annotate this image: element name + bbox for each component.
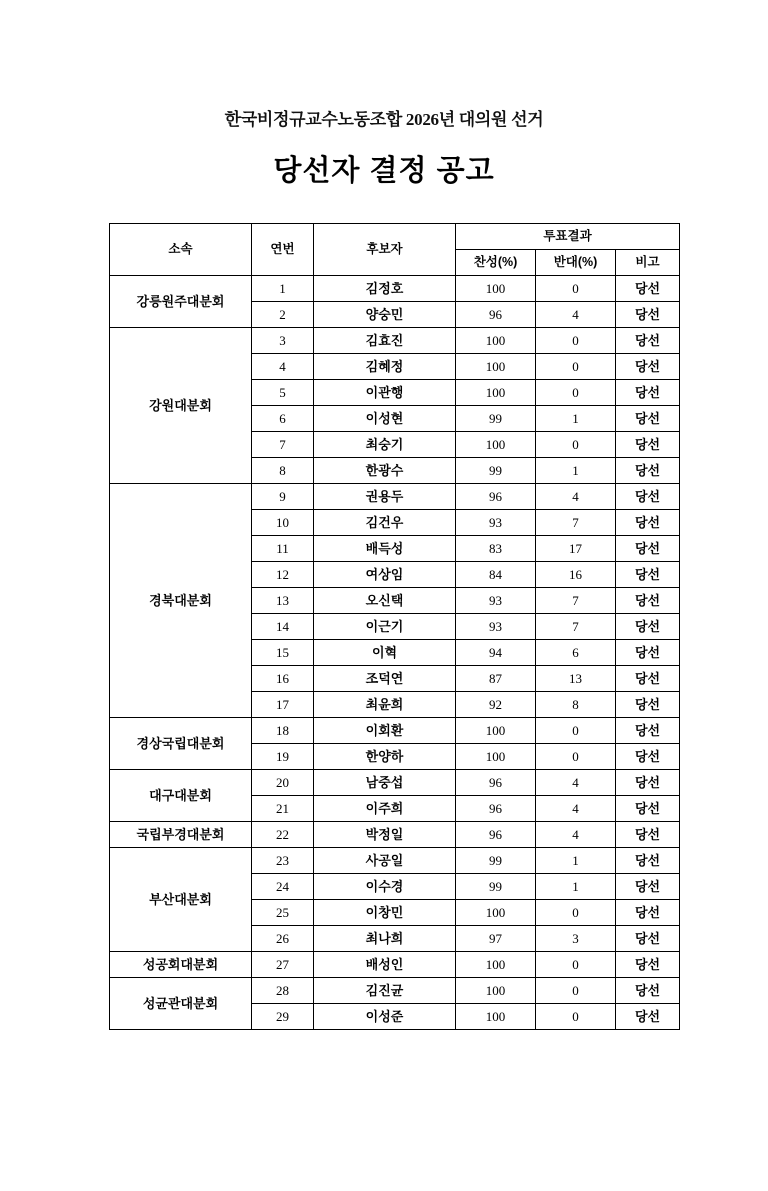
cell-candidate: 권용두 bbox=[314, 484, 456, 510]
cell-yes-percent: 99 bbox=[456, 406, 536, 432]
table-row bbox=[110, 978, 680, 1004]
table-row bbox=[110, 276, 680, 302]
cell-against-percent: 1 bbox=[536, 458, 616, 484]
cell-note: 당선 bbox=[616, 328, 680, 354]
column-header-org: 소속 bbox=[110, 224, 252, 276]
cell-note: 당선 bbox=[616, 822, 680, 848]
cell-no: 12 bbox=[252, 562, 314, 588]
cell-against-percent: 0 bbox=[536, 380, 616, 406]
cell-against-percent: 0 bbox=[536, 328, 616, 354]
cell-against-percent: 0 bbox=[536, 744, 616, 770]
cell-against-percent: 17 bbox=[536, 536, 616, 562]
cell-against-percent: 13 bbox=[536, 666, 616, 692]
cell-against-percent: 7 bbox=[536, 614, 616, 640]
cell-note: 당선 bbox=[616, 1004, 680, 1030]
cell-yes-percent: 96 bbox=[456, 302, 536, 328]
cell-no: 1 bbox=[252, 276, 314, 302]
cell-yes-percent: 100 bbox=[456, 380, 536, 406]
table-row bbox=[110, 952, 680, 978]
cell-note: 당선 bbox=[616, 484, 680, 510]
cell-against-percent: 3 bbox=[536, 926, 616, 952]
cell-note: 당선 bbox=[616, 744, 680, 770]
cell-no: 15 bbox=[252, 640, 314, 666]
cell-yes-percent: 100 bbox=[456, 952, 536, 978]
cell-candidate: 이혁 bbox=[314, 640, 456, 666]
cell-yes-percent: 96 bbox=[456, 822, 536, 848]
cell-candidate: 오신택 bbox=[314, 588, 456, 614]
table-row bbox=[110, 770, 680, 796]
cell-against-percent: 1 bbox=[536, 874, 616, 900]
cell-note: 당선 bbox=[616, 978, 680, 1004]
cell-note: 당선 bbox=[616, 380, 680, 406]
cell-candidate: 이관행 bbox=[314, 380, 456, 406]
cell-note: 당선 bbox=[616, 510, 680, 536]
cell-no: 11 bbox=[252, 536, 314, 562]
cell-yes-percent: 94 bbox=[456, 640, 536, 666]
cell-note: 당선 bbox=[616, 562, 680, 588]
cell-org: 부산대분회 bbox=[110, 848, 252, 952]
table-header bbox=[110, 224, 680, 276]
cell-no: 13 bbox=[252, 588, 314, 614]
cell-candidate: 남중섭 bbox=[314, 770, 456, 796]
cell-note: 당선 bbox=[616, 458, 680, 484]
cell-no: 10 bbox=[252, 510, 314, 536]
cell-note: 당선 bbox=[616, 588, 680, 614]
cell-against-percent: 0 bbox=[536, 978, 616, 1004]
cell-no: 29 bbox=[252, 1004, 314, 1030]
cell-note: 당선 bbox=[616, 692, 680, 718]
cell-yes-percent: 87 bbox=[456, 666, 536, 692]
cell-no: 24 bbox=[252, 874, 314, 900]
cell-yes-percent: 100 bbox=[456, 978, 536, 1004]
cell-org: 강릉원주대분회 bbox=[110, 276, 252, 328]
cell-no: 14 bbox=[252, 614, 314, 640]
cell-yes-percent: 100 bbox=[456, 900, 536, 926]
cell-no: 20 bbox=[252, 770, 314, 796]
cell-yes-percent: 97 bbox=[456, 926, 536, 952]
cell-org: 경상국립대분회 bbox=[110, 718, 252, 770]
cell-no: 3 bbox=[252, 328, 314, 354]
cell-note: 당선 bbox=[616, 796, 680, 822]
column-header-vote-result: 투표결과 bbox=[456, 224, 680, 250]
cell-note: 당선 bbox=[616, 666, 680, 692]
cell-note: 당선 bbox=[616, 900, 680, 926]
cell-yes-percent: 99 bbox=[456, 848, 536, 874]
cell-yes-percent: 99 bbox=[456, 458, 536, 484]
cell-org: 경북대분회 bbox=[110, 484, 252, 718]
cell-candidate: 최윤희 bbox=[314, 692, 456, 718]
cell-candidate: 한양하 bbox=[314, 744, 456, 770]
table-row bbox=[110, 328, 680, 354]
cell-against-percent: 0 bbox=[536, 900, 616, 926]
cell-no: 7 bbox=[252, 432, 314, 458]
cell-against-percent: 4 bbox=[536, 770, 616, 796]
cell-no: 6 bbox=[252, 406, 314, 432]
cell-note: 당선 bbox=[616, 952, 680, 978]
cell-yes-percent: 100 bbox=[456, 328, 536, 354]
cell-note: 당선 bbox=[616, 848, 680, 874]
cell-no: 18 bbox=[252, 718, 314, 744]
table-row bbox=[110, 848, 680, 874]
cell-yes-percent: 100 bbox=[456, 432, 536, 458]
cell-no: 4 bbox=[252, 354, 314, 380]
cell-note: 당선 bbox=[616, 614, 680, 640]
cell-yes-percent: 96 bbox=[456, 770, 536, 796]
cell-yes-percent: 92 bbox=[456, 692, 536, 718]
cell-yes-percent: 100 bbox=[456, 744, 536, 770]
cell-note: 당선 bbox=[616, 926, 680, 952]
cell-yes-percent: 96 bbox=[456, 796, 536, 822]
cell-candidate: 한광수 bbox=[314, 458, 456, 484]
cell-candidate: 이근기 bbox=[314, 614, 456, 640]
cell-against-percent: 1 bbox=[536, 848, 616, 874]
cell-against-percent: 7 bbox=[536, 510, 616, 536]
cell-yes-percent: 100 bbox=[456, 1004, 536, 1030]
cell-no: 23 bbox=[252, 848, 314, 874]
cell-candidate: 배성인 bbox=[314, 952, 456, 978]
cell-against-percent: 0 bbox=[536, 276, 616, 302]
cell-against-percent: 0 bbox=[536, 1004, 616, 1030]
document-subtitle: 한국비정규교수노동조합 2026년 대의원 선거 bbox=[224, 110, 544, 129]
cell-candidate: 조덕연 bbox=[314, 666, 456, 692]
column-header-against: 반대(%) bbox=[536, 250, 616, 276]
cell-against-percent: 1 bbox=[536, 406, 616, 432]
cell-note: 당선 bbox=[616, 276, 680, 302]
cell-candidate: 이수경 bbox=[314, 874, 456, 900]
cell-yes-percent: 100 bbox=[456, 718, 536, 744]
cell-no: 9 bbox=[252, 484, 314, 510]
cell-candidate: 이회환 bbox=[314, 718, 456, 744]
cell-candidate: 최나희 bbox=[314, 926, 456, 952]
document-page bbox=[0, 105, 768, 1191]
cell-candidate: 배득성 bbox=[314, 536, 456, 562]
cell-against-percent: 16 bbox=[536, 562, 616, 588]
cell-candidate: 김건우 bbox=[314, 510, 456, 536]
cell-no: 5 bbox=[252, 380, 314, 406]
cell-yes-percent: 96 bbox=[456, 484, 536, 510]
cell-against-percent: 0 bbox=[536, 354, 616, 380]
cell-candidate: 김정호 bbox=[314, 276, 456, 302]
cell-no: 16 bbox=[252, 666, 314, 692]
cell-candidate: 박정일 bbox=[314, 822, 456, 848]
cell-yes-percent: 100 bbox=[456, 354, 536, 380]
cell-note: 당선 bbox=[616, 640, 680, 666]
cell-candidate: 사공일 bbox=[314, 848, 456, 874]
cell-org: 국립부경대분회 bbox=[110, 822, 252, 848]
table-row bbox=[110, 822, 680, 848]
cell-yes-percent: 84 bbox=[456, 562, 536, 588]
cell-candidate: 이주희 bbox=[314, 796, 456, 822]
table-row bbox=[110, 484, 680, 510]
cell-against-percent: 4 bbox=[536, 484, 616, 510]
cell-org: 성공회대분회 bbox=[110, 952, 252, 978]
cell-note: 당선 bbox=[616, 770, 680, 796]
cell-against-percent: 0 bbox=[536, 952, 616, 978]
cell-yes-percent: 93 bbox=[456, 588, 536, 614]
cell-no: 19 bbox=[252, 744, 314, 770]
cell-no: 8 bbox=[252, 458, 314, 484]
cell-no: 22 bbox=[252, 822, 314, 848]
cell-no: 28 bbox=[252, 978, 314, 1004]
cell-yes-percent: 93 bbox=[456, 510, 536, 536]
cell-against-percent: 7 bbox=[536, 588, 616, 614]
cell-yes-percent: 100 bbox=[456, 276, 536, 302]
column-header-candidate: 후보자 bbox=[314, 224, 456, 276]
cell-against-percent: 4 bbox=[536, 822, 616, 848]
cell-note: 당선 bbox=[616, 406, 680, 432]
cell-note: 당선 bbox=[616, 874, 680, 900]
cell-org: 성균관대분회 bbox=[110, 978, 252, 1030]
column-header-yes: 찬성(%) bbox=[456, 250, 536, 276]
cell-candidate: 이성현 bbox=[314, 406, 456, 432]
cell-note: 당선 bbox=[616, 354, 680, 380]
cell-yes-percent: 99 bbox=[456, 874, 536, 900]
cell-candidate: 여상임 bbox=[314, 562, 456, 588]
cell-yes-percent: 93 bbox=[456, 614, 536, 640]
table-row bbox=[110, 718, 680, 744]
election-results-table bbox=[109, 223, 680, 1030]
cell-candidate: 김혜정 bbox=[314, 354, 456, 380]
results-table-wrapper bbox=[109, 223, 659, 1030]
column-header-no: 연번 bbox=[252, 224, 314, 276]
cell-candidate: 최숭기 bbox=[314, 432, 456, 458]
cell-against-percent: 8 bbox=[536, 692, 616, 718]
column-header-note: 비고 bbox=[616, 250, 680, 276]
cell-against-percent: 4 bbox=[536, 796, 616, 822]
cell-no: 27 bbox=[252, 952, 314, 978]
cell-no: 21 bbox=[252, 796, 314, 822]
cell-no: 2 bbox=[252, 302, 314, 328]
cell-candidate: 이창민 bbox=[314, 900, 456, 926]
cell-no: 25 bbox=[252, 900, 314, 926]
cell-note: 당선 bbox=[616, 536, 680, 562]
cell-against-percent: 4 bbox=[536, 302, 616, 328]
cell-no: 17 bbox=[252, 692, 314, 718]
cell-candidate: 김진균 bbox=[314, 978, 456, 1004]
cell-candidate: 김효진 bbox=[314, 328, 456, 354]
table-body bbox=[110, 276, 680, 1030]
cell-note: 당선 bbox=[616, 432, 680, 458]
page-title: 당선자 결정 공고 bbox=[273, 155, 495, 187]
cell-note: 당선 bbox=[616, 718, 680, 744]
cell-org: 강원대분회 bbox=[110, 328, 252, 484]
cell-no: 26 bbox=[252, 926, 314, 952]
cell-org: 대구대분회 bbox=[110, 770, 252, 822]
cell-yes-percent: 83 bbox=[456, 536, 536, 562]
cell-against-percent: 0 bbox=[536, 432, 616, 458]
cell-candidate: 이성준 bbox=[314, 1004, 456, 1030]
cell-candidate: 양숭민 bbox=[314, 302, 456, 328]
cell-note: 당선 bbox=[616, 302, 680, 328]
cell-against-percent: 0 bbox=[536, 718, 616, 744]
cell-against-percent: 6 bbox=[536, 640, 616, 666]
